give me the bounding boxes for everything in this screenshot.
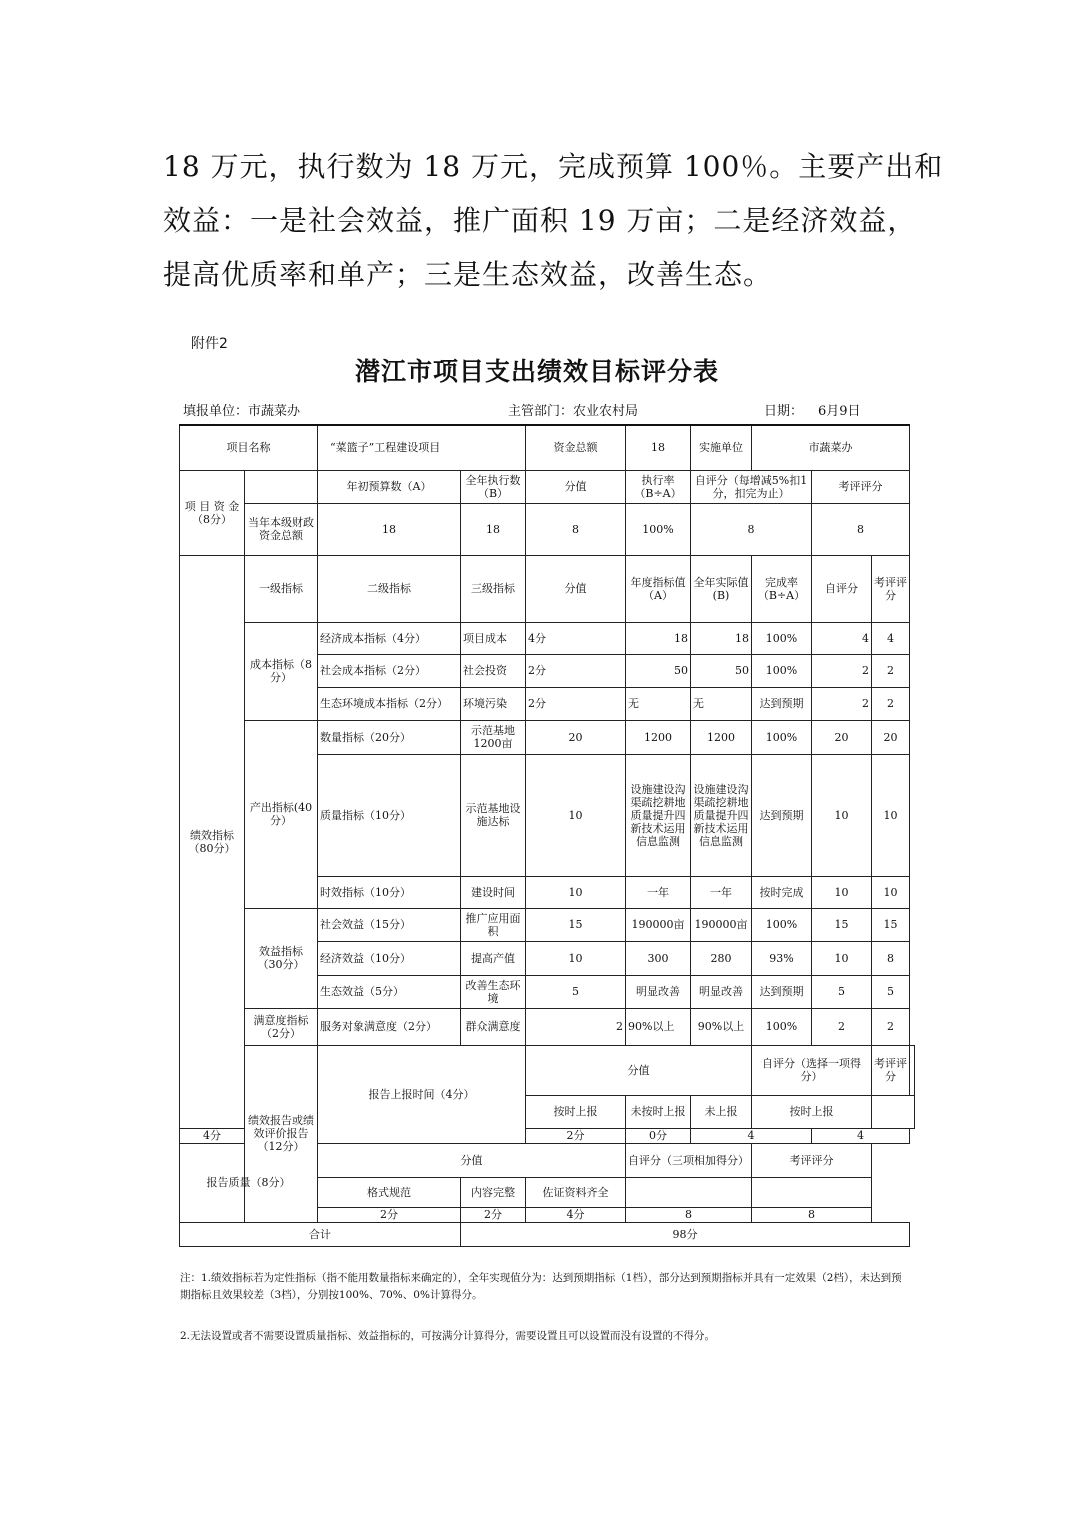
cell-value: 4 (812, 622, 872, 654)
cell-value: 100% (752, 622, 812, 654)
cell-value: 300 (626, 941, 691, 975)
cell-value: 2 (872, 687, 910, 720)
cell-value: 10 (872, 754, 910, 876)
cell-satisfaction-group: 满意度指标（2分） (245, 1008, 318, 1045)
cell-value: 示范基地1200亩 (461, 720, 526, 754)
cell-value: 4分 (526, 1207, 626, 1222)
cell-impl-unit-label: 实施单位 (691, 425, 752, 470)
table-row (180, 1222, 915, 1246)
supervising-dept: 主管部门：农业农村局 (508, 404, 639, 419)
cell-value: 190000亩 (691, 908, 752, 941)
cell-value: 提高产值 (461, 941, 526, 975)
cell-value: 18 (318, 503, 461, 555)
cell-total-label: 合计 (180, 1222, 461, 1246)
table-row (180, 908, 915, 941)
cell-total-value: 98分 (461, 1222, 910, 1246)
body-paragraph (163, 140, 944, 302)
cell-value: 2分 (526, 687, 626, 720)
cell-value: 50 (691, 654, 752, 687)
cell-value: 5 (872, 975, 910, 1008)
cell-value: 100% (752, 720, 812, 754)
cell-value: 100% (752, 908, 812, 941)
cell-header: 全年实际值(B) (691, 555, 752, 622)
date-value: 6月9日 (818, 404, 861, 419)
cell-value: 10 (812, 941, 872, 975)
cell-value: 20 (872, 720, 910, 754)
cell-header: 考评评分 (812, 470, 910, 503)
cell-value: 按时完成 (752, 876, 812, 908)
cell-value: 18 (461, 503, 526, 555)
cell-value: 18 (691, 622, 752, 654)
cell-value: 190000亩 (626, 908, 691, 941)
cell-value: 服务对象满意度（2分） (318, 1008, 461, 1045)
cell-value: 8 (526, 503, 626, 555)
cell-header: 年初预算数（A） (318, 470, 461, 503)
cell-value: 2 (872, 654, 910, 687)
cell-value: 社会投资 (461, 654, 526, 687)
cell-value: 1200 (626, 720, 691, 754)
cell-value: 93% (752, 941, 812, 975)
cell-value: 达到预期 (752, 975, 812, 1008)
cell-empty (626, 1177, 752, 1207)
cell-value: 项目成本 (461, 622, 526, 654)
cell-value: 2分 (526, 654, 626, 687)
cell-impl-unit: 市蔬菜办 (752, 425, 910, 470)
table-row (180, 1045, 915, 1095)
date-label: 日期： (764, 404, 804, 419)
cell-value: 5 (812, 975, 872, 1008)
table-row (180, 555, 915, 622)
cell-value: 达到预期 (752, 687, 812, 720)
cell-label: 当年本级财政资金总额 (245, 503, 318, 555)
table-row (180, 503, 915, 555)
cell-header: 自评分（选择一项得分） (752, 1045, 872, 1095)
cell-fund-total: 18 (626, 425, 691, 470)
cell-value: 时效指标（10分） (318, 876, 461, 908)
paragraph-line: 效益：一是社会效益，推广面积 19 万亩；二是经济效益， (163, 204, 917, 237)
cell-value: 10 (812, 876, 872, 908)
note-1: 注：1.绩效指标若为定性指标（指不能用数量指标来确定的），全年实现值分为：达到预期指标（1档），部分达到预期指标并具有一定效果（2档），未达到预期指标且效果较差（3档），分别按100%、70%、0%计算得分。 (180, 1272, 902, 1301)
cell-value: 明显改善 (626, 975, 691, 1008)
cell-value: 2分 (461, 1207, 526, 1222)
cell-report-group: 绩效报告或绩效评价报告（12分） (245, 1045, 318, 1222)
cell-header: 考评评分 (872, 1045, 910, 1095)
cell-value: 未按时上报 (626, 1095, 691, 1128)
cell-value: 15 (812, 908, 872, 941)
cell-value: 2 (526, 1008, 626, 1045)
cell-value: 280 (691, 941, 752, 975)
cell-value: 100% (626, 503, 691, 555)
cell-value: 格式规范 (318, 1177, 461, 1207)
cell-value: 按时上报 (752, 1095, 872, 1128)
cell-header: 自评分（每增减5%扣1分，扣完为止） (691, 470, 812, 503)
table-row (180, 622, 915, 654)
cell-value: 2 (812, 687, 872, 720)
cell-value: 90%以上 (626, 1008, 691, 1045)
cell-header: 自评分（三项相加得分） (626, 1143, 752, 1177)
cell-value: 2 (812, 654, 872, 687)
cell-empty (910, 1045, 915, 1095)
cell-header: 自评分 (812, 555, 872, 622)
cell-header: 分值 (318, 1143, 626, 1177)
cell-value: 1200 (691, 720, 752, 754)
cell-value: 达到预期 (752, 754, 812, 876)
cell-value: 8 (691, 503, 812, 555)
cell-value: 生态环境成本指标（2分） (318, 687, 461, 720)
cell-value: 15 (526, 908, 626, 941)
cell-value: 100% (752, 654, 812, 687)
cell-perf-group: 绩效指标（80分） (180, 555, 245, 1128)
cell-header: 执行率（B÷A） (626, 470, 691, 503)
cell-value: 10 (812, 754, 872, 876)
cell-value: 18 (626, 622, 691, 654)
cell-value: 群众满意度 (461, 1008, 526, 1045)
cell-empty (752, 1177, 872, 1207)
cell-value: 一年 (626, 876, 691, 908)
cell-value: 数量指标（20分） (318, 720, 461, 754)
cell-report-quality-label: 报告质量（8分） (180, 1143, 318, 1222)
cell-value: 2分 (526, 1128, 626, 1143)
cell-value: 质量指标（10分） (318, 754, 461, 876)
cell-value: 未上报 (691, 1095, 752, 1128)
cell-value: 示范基地设施达标 (461, 754, 526, 876)
cell-value: 90%以上 (691, 1008, 752, 1045)
cell-value: 经济成本指标（4分） (318, 622, 461, 654)
cell-value: 无 (691, 687, 752, 720)
cell-value: 2 (812, 1008, 872, 1045)
cell-value: 推广应用面积 (461, 908, 526, 941)
cell-header: 分值 (526, 1045, 752, 1095)
cell-value: 社会效益（15分） (318, 908, 461, 941)
cell-header: 分值 (526, 555, 626, 622)
cell-value: 10 (526, 754, 626, 876)
cell-value: 4 (872, 622, 910, 654)
cell-value: 内容完整 (461, 1177, 526, 1207)
cell-value: 设施建设沟渠疏挖耕地质量提升四新技术运用信息监测 (691, 754, 752, 876)
cell-header: 分值 (526, 470, 626, 503)
cell-header: 一级指标 (245, 555, 318, 622)
cell-value: 100% (752, 1008, 812, 1045)
cell-header: 全年执行数（B） (461, 470, 526, 503)
cell-cost-group: 成本指标（8分） (245, 622, 318, 720)
cell-report-time-label: 报告上报时间（4分） (318, 1045, 526, 1143)
cell-value: 社会成本指标（2分） (318, 654, 461, 687)
table-row (180, 470, 915, 503)
cell-output-group: 产出指标(40分） (245, 720, 318, 908)
cell-value: 2 (872, 1008, 910, 1045)
table-row (180, 425, 915, 470)
cell-value: 4分 (526, 622, 626, 654)
cell-value: 一年 (691, 876, 752, 908)
cell-header: 年度指标值（A） (626, 555, 691, 622)
cell-project-name-label: 项目名称 (180, 425, 318, 470)
cell-value: 按时上报 (526, 1095, 626, 1128)
cell-project-name: “菜篮子”工程建设项目 (318, 425, 526, 470)
cell-value: 无 (626, 687, 691, 720)
cell-header: 三级指标 (461, 555, 526, 622)
cell-value: 5 (526, 975, 626, 1008)
cell-header: 二级指标 (318, 555, 461, 622)
cell-value: 50 (626, 654, 691, 687)
cell-value: 改善生态环境 (461, 975, 526, 1008)
cell-value: 明显改善 (691, 975, 752, 1008)
cell-value: 2分 (318, 1207, 461, 1222)
cell-fund-total-label: 资金总额 (526, 425, 626, 470)
cell-header: 考评评分 (752, 1143, 872, 1177)
cell-value: 4分 (180, 1128, 245, 1143)
cell-value: 8 (752, 1207, 872, 1222)
fill-unit: 填报单位：市蔬菜办 (183, 404, 301, 419)
cell-header: 考评评分 (872, 555, 910, 622)
paragraph-line: 提高优质率和单产；三是生态效益，改善生态。 (163, 258, 773, 291)
cell-value: 8 (812, 503, 910, 555)
table-row (180, 1008, 915, 1045)
cell-benefit-group: 效益指标（30分） (245, 908, 318, 1008)
cell-value: 10 (526, 941, 626, 975)
cell-value: 建设时间 (461, 876, 526, 908)
cell-value: 经济效益（10分） (318, 941, 461, 975)
cell-value: 8 (626, 1207, 752, 1222)
cell-empty (872, 1095, 915, 1128)
cell-value: 8 (872, 941, 910, 975)
cell-value: 15 (872, 908, 910, 941)
cell-value: 设施建设沟渠疏挖耕地质量提升四新技术运用信息监测 (626, 754, 691, 876)
cell-header: 完成率（B÷A） (752, 555, 812, 622)
cell-value: 4 (812, 1128, 910, 1143)
cell-value: 0分 (626, 1128, 691, 1143)
evaluation-table (179, 424, 915, 1247)
cell-value: 10 (526, 876, 626, 908)
cell-value: 20 (812, 720, 872, 754)
cell-empty (245, 470, 318, 503)
cell-fund-group: 项 目 资 金（8分） (180, 470, 245, 555)
cell-value: 生态效益（5分） (318, 975, 461, 1008)
attachment-label: 附件2 (191, 336, 228, 352)
form-title: 潜江市项目支出绩效目标评分表 (354, 357, 719, 386)
cell-value: 环境污染 (461, 687, 526, 720)
cell-value: 佐证资料齐全 (526, 1177, 626, 1207)
paragraph-line: 18 万元，执行数为 18 万元，完成预算 100％。主要产出和 (163, 150, 944, 183)
table-row (180, 720, 915, 754)
cell-value: 20 (526, 720, 626, 754)
note-2: 2.无法设置或者不需要设置质量指标、效益指标的，可按满分计算得分，需要设置且可以设置而没有设置的不得分。 (180, 1330, 716, 1342)
cell-value: 4 (691, 1128, 812, 1143)
cell-value: 10 (872, 876, 910, 908)
